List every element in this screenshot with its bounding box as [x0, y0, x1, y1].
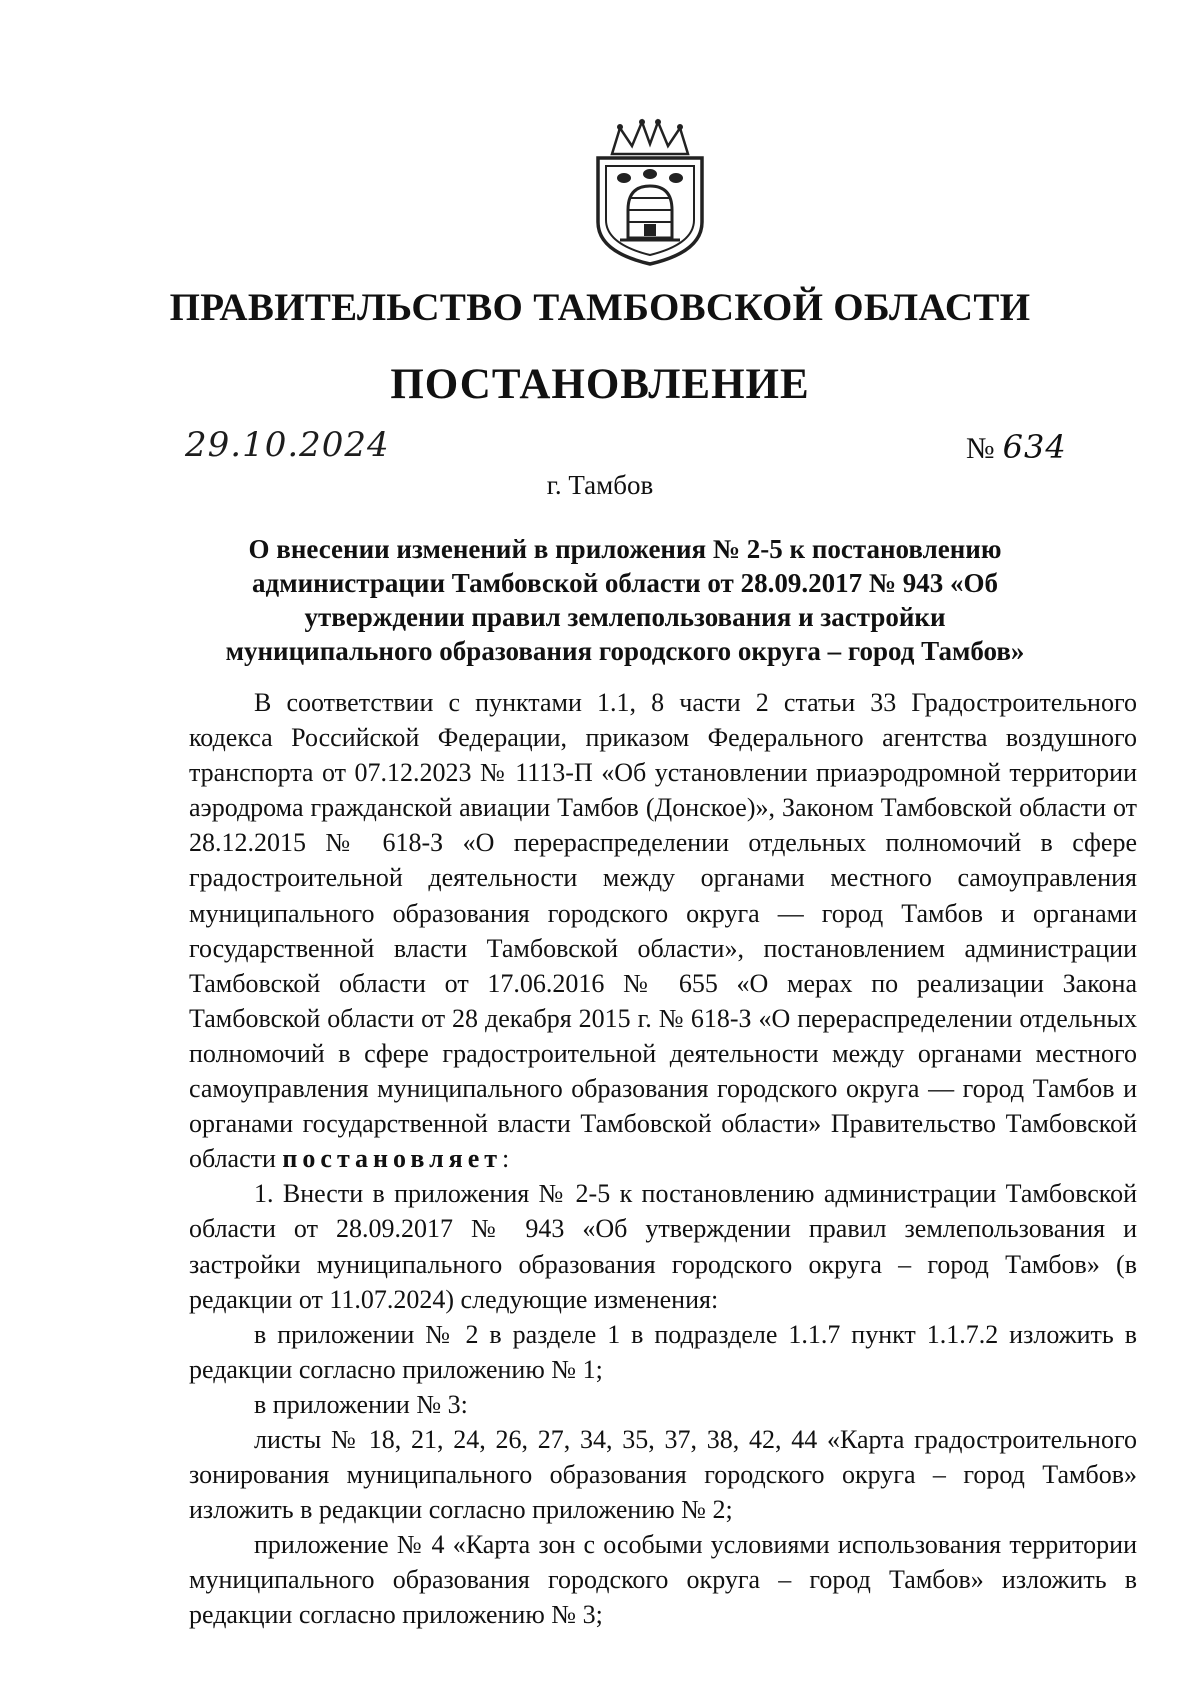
- decree-word: постановляет: [282, 1144, 503, 1174]
- item-1-a-paragraph: в приложении № 2 в разделе 1 в подразделе 1.1.7 пункт 1.1.7.2 изложить в редакции согласно приложению № 1;: [189, 1319, 1137, 1384]
- document-type-title: ПОСТАНОВЛЕНИЕ: [390, 361, 810, 408]
- government-title: ПРАВИТЕЛЬСТВО ТАМБОВСКОЙ ОБЛАСТИ: [169, 286, 1031, 329]
- document-body: [189, 685, 1137, 1633]
- document-number-value: 634: [1002, 428, 1067, 466]
- item-1-d-paragraph: приложение № 4 «Карта зон с особыми условиями использования территории муниципального образования городского округа – город Тамбов» изложить в редакции согласно приложению № 3;: [189, 1530, 1137, 1630]
- item-1-c-paragraph: листы № 18, 21, 24, 26, 27, 34, 35, 37, 38, 42, 44 «Карта градостроительного зонирования муниципального образования городского округа – город Тамбов» изложить в редакции согласно приложению № 2;: [189, 1424, 1137, 1525]
- item-1-paragraph: 1. Внести в приложения № 2-5 к постановлению администрации Тамбовской области от 28.09.2017 № 943 «Об утверждении правил землепользования и застройки муниципального образования городского округа – город Тамбов» (в редакции от 11.07.2024) следующие изменения:: [189, 1179, 1137, 1314]
- document-subject: О внесении изменений в приложения № 2-5 к постановлению администрации Тамбовской области от 28.09.2017 № 943 «Об утверждении правил землепользования и застройки муниципального образования городского округа – город Тамбов»: [225, 534, 1025, 666]
- document-number: [966, 428, 1067, 466]
- item-1-b-paragraph: в приложении № 3:: [254, 1389, 468, 1419]
- number-sign: №: [966, 432, 995, 465]
- document-city: г. Тамбов: [546, 470, 654, 500]
- document-date: 29.10.2024: [185, 425, 390, 465]
- decree-colon: :: [502, 1144, 510, 1174]
- coat-of-arms-icon: [590, 118, 710, 266]
- preamble-paragraph: [189, 685, 1137, 1176]
- preamble-text: В соответствии с пунктами 1.1, 8 части 2 статьи 33 Градостроительного кодекса Российской Федерации, приказом Федерального агентства воздушного транспорта от 07.12.2023 № 1113-П «Об установлении приаэродромной территории аэродрома гражданской авиации Тамбов (Донское)», Законом Тамбовской области от 28.12.2015 № 618-З «О перераспределении отдельных полномочий в сфере градостроительной деятельности между органами местного самоуправления муниципального образования городского округа — город Тамбов и органами государственной власти Тамбовской области», постановлением администрации Тамбовской области от 17.06.2016 № 655 «О мерах по реализации Закона Тамбовской области от 28 декабря 2015 г. № 618-З «О перераспределении отдельных полномочий в сфере градостроительной деятельности между органами местного самоуправления муниципального образования городского округа — город Тамбов и органами государственной власти Тамбовской области» Правительство Тамбовской области: [189, 688, 1137, 1174]
